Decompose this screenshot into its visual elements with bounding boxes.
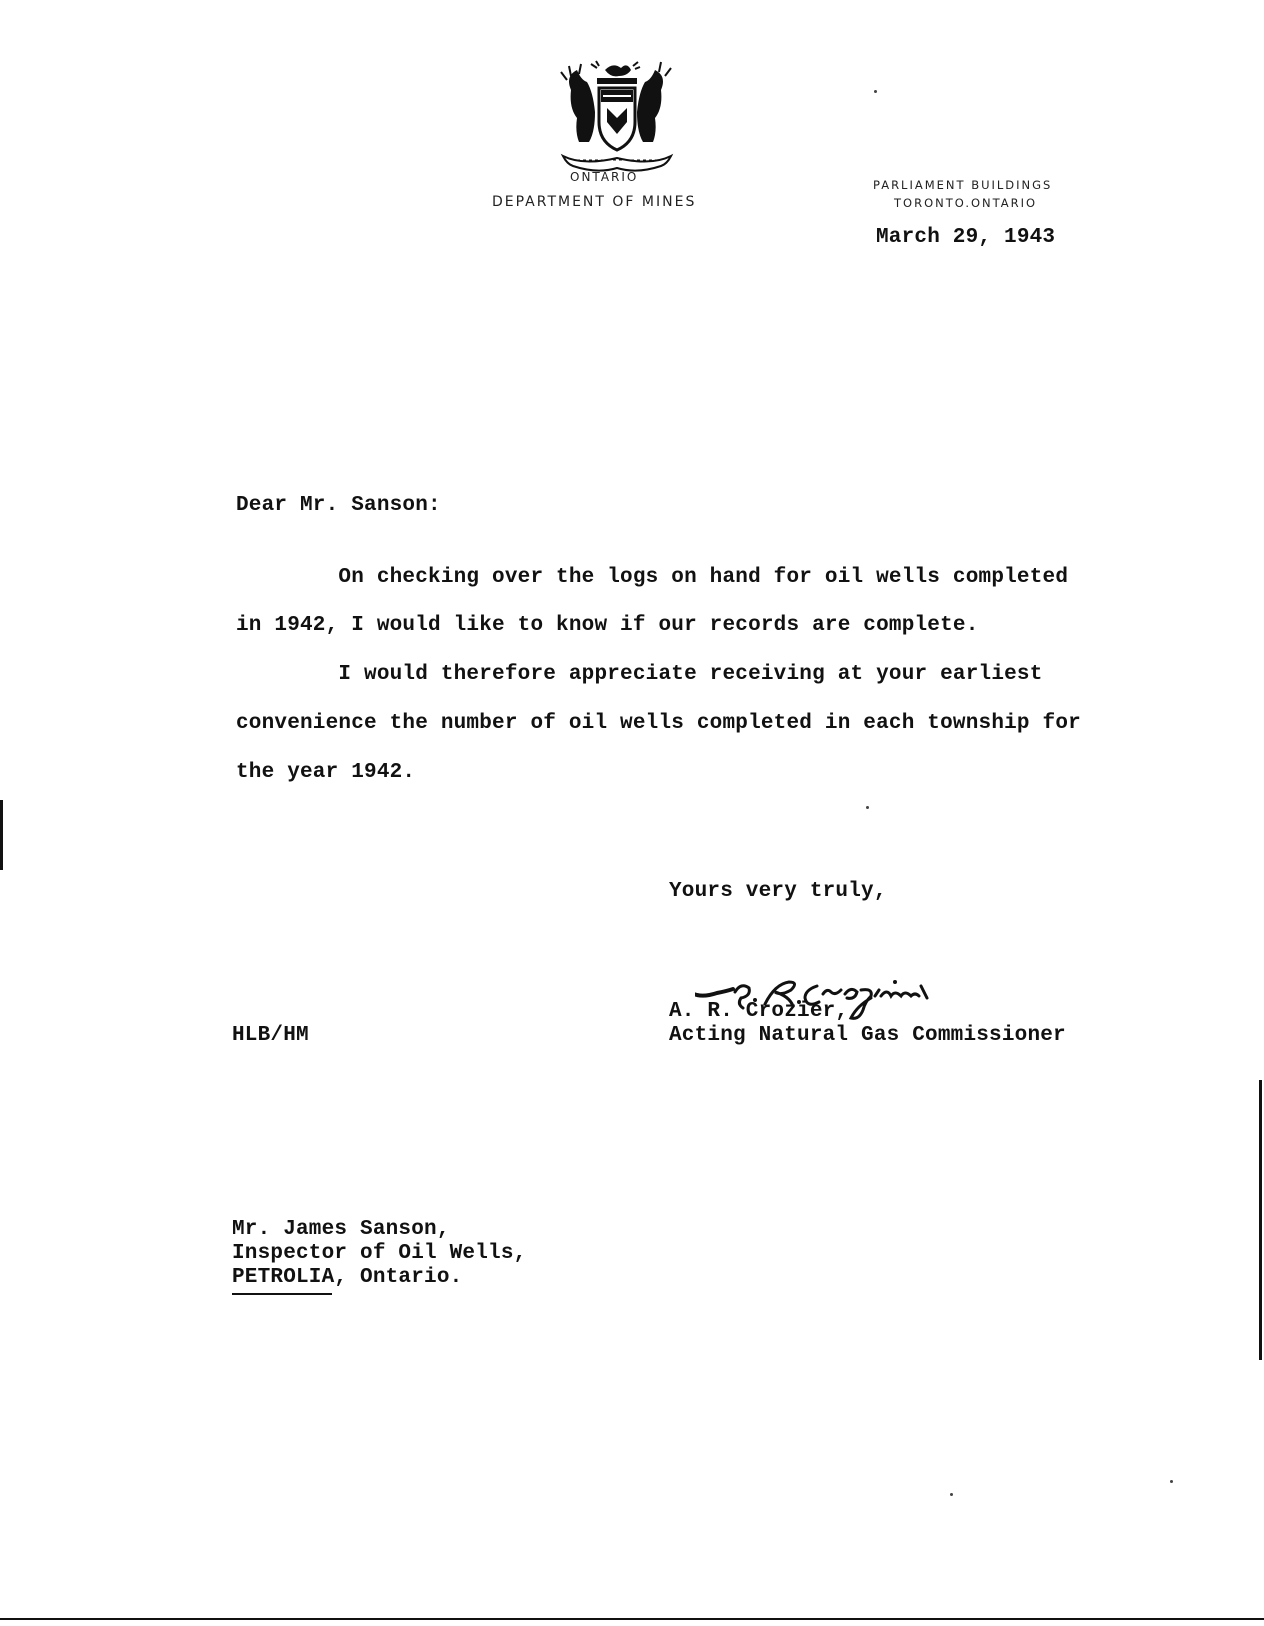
letterhead-address-line2: TORONTO.ONTARIO <box>894 196 1038 210</box>
scan-dust <box>1170 1480 1173 1483</box>
salutation: Dear Mr. Sanson: <box>236 494 441 517</box>
reference-initials: HLB/HM <box>232 1024 309 1047</box>
body-line: the year 1942. <box>236 761 416 784</box>
recipient-location <box>232 1266 462 1289</box>
signer-name: A. R. Crozier, <box>669 1000 849 1023</box>
recipient-title: Inspector of Oil Wells, <box>232 1242 527 1265</box>
scan-edge-mark <box>1259 1080 1262 1360</box>
scan-bottom-line <box>0 1618 1264 1620</box>
scan-dust <box>950 1493 953 1496</box>
scan-dust <box>874 90 877 93</box>
closing: Yours very truly, <box>669 880 887 903</box>
letter-date: March 29, 1943 <box>876 226 1056 249</box>
body-line: convenience the number of oil wells completed in each township for <box>236 712 1081 735</box>
scan-edge-mark <box>0 800 3 870</box>
letterhead-department: DEPARTMENT OF MINES <box>492 194 697 210</box>
body-line: in 1942, I would like to know if our records are complete. <box>236 614 979 637</box>
letterhead-province: ONTARIO <box>570 170 639 184</box>
body-line: I would therefore appreciate receiving at your earliest <box>236 663 1043 686</box>
body-line: On checking over the logs on hand for oil wells completed <box>236 566 1069 589</box>
ontario-coat-of-arms-icon <box>557 60 677 175</box>
recipient-city: PETROLIA <box>232 1266 335 1289</box>
letterhead-address-line1: PARLIAMENT BUILDINGS <box>873 178 1053 192</box>
recipient-city-suffix: , Ontario. <box>334 1266 463 1289</box>
recipient-name: Mr. James Sanson, <box>232 1218 450 1241</box>
city-underline <box>232 1293 332 1295</box>
scan-dust <box>866 806 869 809</box>
signer-title: Acting Natural Gas Commissioner <box>669 1024 1066 1047</box>
